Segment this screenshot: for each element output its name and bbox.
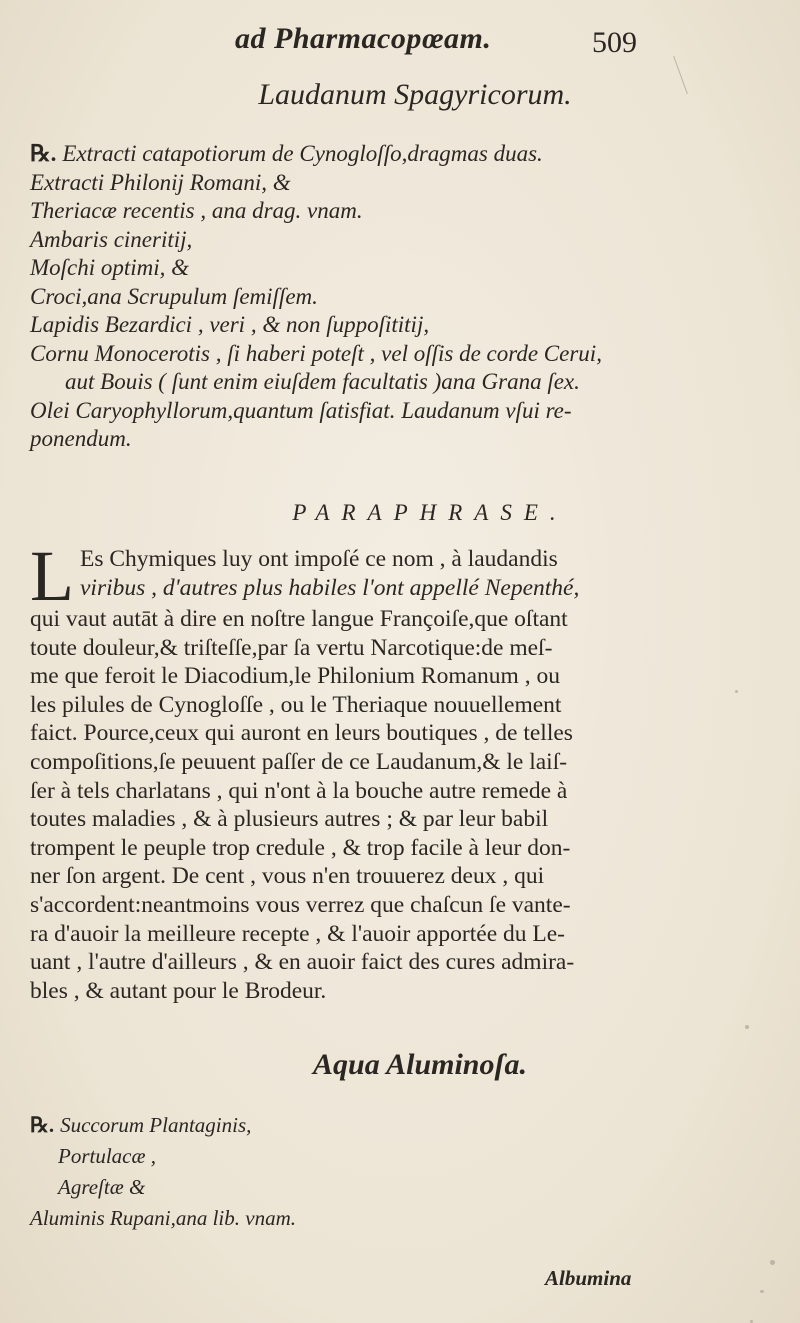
recipe-line: aut Bouis ( ſunt enim eiuſdem facultatis )ana Grana ſex. bbox=[65, 369, 580, 394]
catchword: Albumina bbox=[545, 1266, 632, 1290]
recipe-block-2 bbox=[30, 1110, 630, 1234]
body-line: qui vaut autāt à dire en noſtre langue Françoiſe,que oſtant bbox=[30, 606, 568, 632]
recipe-line: Moſchi optimi, & bbox=[30, 255, 190, 280]
recipe-line: Portulacæ , bbox=[58, 1144, 156, 1168]
body-line: uant , l'autre d'ailleurs , & en auoir faict des cures admira- bbox=[30, 949, 575, 976]
body-line: toute douleur,& triſteſſe,par ſa vertu Narcotique:de meſ- bbox=[30, 634, 553, 661]
recipe-symbol: ℞. bbox=[30, 1113, 55, 1137]
recipe-line: Olei Caryophyllorum,quantum ſatisfiat. Laudanum vſui re- bbox=[30, 397, 572, 423]
page-number: 509 bbox=[592, 26, 637, 59]
paper-speck bbox=[760, 1290, 764, 1293]
recipe-line: ponendum. bbox=[30, 426, 132, 451]
paper-speck bbox=[735, 690, 738, 693]
recipe-line: ℞. Extracti catapotiorum de Cynogloſſo,dragmas duas. bbox=[30, 141, 543, 166]
recipe-line: Extracti Philonij Romani, & bbox=[30, 169, 291, 195]
drop-cap: L bbox=[30, 536, 74, 616]
recipe-symbol: ℞. bbox=[30, 141, 57, 166]
body-line: ra d'auoir la meilleure recepte , & l'auoir apportée du Le- bbox=[30, 920, 566, 947]
recipe-line: Aluminis Rupani,ana lib. vnam. bbox=[30, 1206, 296, 1230]
body-line: Es Chymiques luy ont impoſé ce nom , à laudandis bbox=[79, 546, 558, 572]
body-line: toutes maladies , & à plusieurs autres ; & par leur babil bbox=[30, 806, 549, 833]
running-title: ad Pharmacopœam. bbox=[235, 22, 492, 55]
paraphrase-heading: PARAPHRASE. bbox=[292, 500, 568, 525]
recipe-line: Theriacæ recentis , ana drag. vnam. bbox=[30, 198, 363, 223]
body-line: ner ſon argent. De cent , vous n'en trouuerez deux , qui bbox=[30, 863, 545, 890]
recipe-line: Croci,ana Scrupulum ſemiſſem. bbox=[30, 283, 318, 309]
recipe-block bbox=[30, 140, 770, 454]
recipe-line: ℞. Succorum Plantaginis, bbox=[30, 1113, 252, 1137]
body-line: s'accordent:neantmoins vous verrez que chaſcun ſe vante- bbox=[30, 891, 571, 918]
body-line: faict. Pource,ceux qui auront en leurs boutiques , de telles bbox=[30, 720, 573, 747]
section-title: Laudanum Spagyricorum. bbox=[258, 78, 572, 111]
recipe-line: Cornu Monocerotis , ſi haberi poteſt , vel oſſis de corde Cerui, bbox=[30, 340, 602, 366]
body-line: compoſitions,ſe peuuent paſſer de ce Laudanum,& le laiſ- bbox=[30, 748, 568, 775]
body-text bbox=[30, 536, 715, 1005]
paper-speck bbox=[770, 1260, 775, 1265]
recipe-line: Agreſtæ & bbox=[58, 1175, 146, 1199]
recipe-line: Lapidis Bezardici , veri , & non ſuppoſititij, bbox=[30, 312, 430, 337]
body-line: ſer à tels charlatans , qui n'ont à la bouche autre remede à bbox=[30, 777, 568, 804]
paper-speck bbox=[745, 1025, 749, 1029]
aqua-title: Aqua Aluminoſa. bbox=[313, 1048, 527, 1081]
body-line: trompent le peuple trop credule , & trop facile à leur don- bbox=[30, 834, 571, 861]
body-line: bles , & autant pour le Brodeur. bbox=[30, 977, 327, 1004]
body-line: me que feroit le Diacodium,le Philonium Romanum , ou bbox=[30, 663, 560, 690]
recipe-line: Ambaris cineritij, bbox=[30, 226, 193, 252]
body-line: viribus , d'autres plus habiles l'ont appellé Nepenthé, bbox=[79, 574, 580, 601]
body-line: les pilules de Cynogloſſe , ou le Theriaque nouuellement bbox=[30, 691, 562, 718]
page-header bbox=[0, 22, 800, 62]
